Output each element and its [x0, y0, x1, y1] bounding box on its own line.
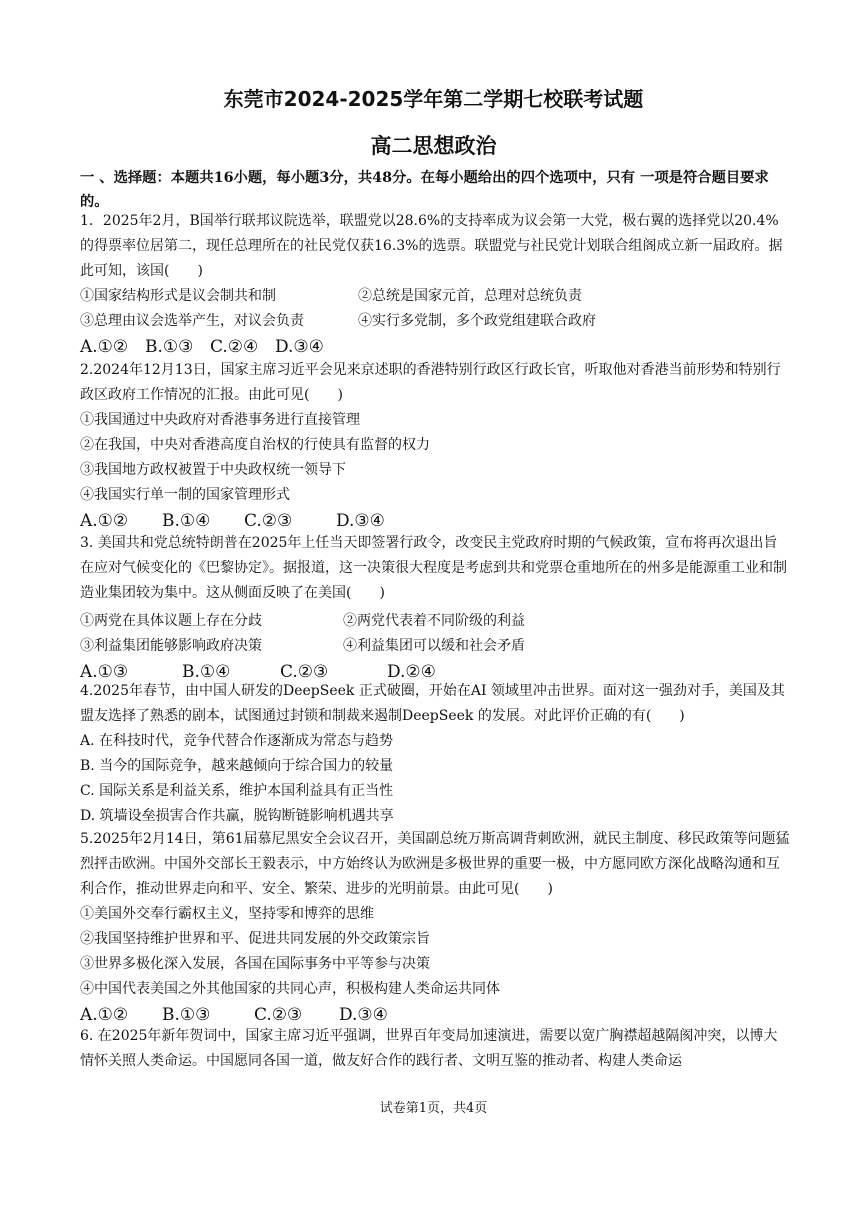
exam-subject: 高二思想政治: [370, 134, 497, 158]
question-3-options-row2: [80, 634, 790, 659]
question-3-option-3: ③利益集团能够影响政府决策: [80, 638, 262, 654]
question-5-option-3: ③世界多极化深入发展，各国在国际事务中平等参与决策: [80, 956, 430, 972]
question-2-option-1: ①我国通过中央政府对香港事务进行直接管理: [80, 412, 360, 428]
question-2-answer-b: B.①④: [162, 511, 211, 531]
question-2-answer-c: C.②③: [244, 511, 293, 531]
question-2-option-4: ④我国实行单一制的国家管理形式: [80, 487, 290, 503]
question-5-answer-d: D.③④: [339, 1005, 388, 1025]
question-5-answer-c: C.②③: [254, 1005, 303, 1025]
question-3-answer-d: D.②④: [387, 662, 436, 682]
question-3-answer-b: B.①④: [182, 662, 231, 682]
question-4-stem: 4.2025年春节，由中国人研发的DeepSeek 正式破圈，开始在AI 领域里冲击世界。面对这一强劲对手，美国及其盟友选择了熟悉的剧本，试图通过封锁和制裁来遏制DeepSeek 的发展。对此评价正确的有( ): [80, 683, 785, 724]
question-4-option-c: C. 国际关系是利益关系，维护本国利益具有正当性: [80, 783, 394, 799]
question-3-option-2: ②两党代表着不同阶级的利益: [343, 613, 525, 629]
question-1-answer-b: B.①③: [145, 337, 194, 357]
question-5: [80, 827, 790, 1028]
question-4-option-b: B. 当今的国际竞争，越来越倾向于综合国力的较量: [80, 758, 394, 774]
question-6: [80, 1024, 790, 1074]
question-5-stem: 5.2025年2月14日，第61届慕尼黑安全会议召开，美国副总统万斯高调背刺欧洲，就民主制度、移民政策等问题猛烈抨击欧洲。中国外交部长王毅表示，中方始终认为欧洲是多极世界的重要一极，中方愿同欧方深化战略沟通和互利合作，推动世界走向和平、安全、繁荣、进步的光明前景。由此可见( ): [80, 831, 790, 897]
section-heading: 一 、选择题：本题共16小题，每小题3分，共48分。在每小题给出的四个选项中，只有 一项是符合题目要求的。: [80, 170, 769, 210]
question-1-option-2: ②总统是国家元首，总理对总统负责: [358, 288, 582, 304]
question-5-option-1: ①美国外交奉行霸权主义，坚持零和博弈的思维: [80, 906, 374, 922]
question-2-option-3: ③我国地方政权被置于中央政权统一领导下: [80, 462, 346, 478]
question-2-answer-a: A.①②: [80, 511, 129, 531]
question-3-option-1: ①两党在具体议题上存在分歧: [80, 613, 262, 629]
question-6-stem: 6. 在2025年新年贺词中，国家主席习近平强调，世界百年变局加速演进，需要以宽广胸襟超越隔阂冲突，以博大情怀关照人类命运。中国愿同各国一道，做友好合作的践行者、文明互鉴的推动者、构建人类命运: [80, 1028, 778, 1069]
question-5-option-2: ②我国坚持维护世界和平、促进共同发展的外交政策宗旨: [80, 931, 430, 947]
question-2-option-2: ②在我国，中央对香港高度自治权的行使具有监督的权力: [80, 437, 430, 453]
question-5-answer-a: A.①②: [80, 1005, 129, 1025]
question-1-stem: 1．2025年2月，B国举行联邦议院选举，联盟党以28.6%的支持率成为议会第一大党，极右翼的选择党以20.4%的得票率位居第二，现任总理所在的社民党仅获16.3%的选票。联盟党与社民党计划联合组阁成立新一届政府。据此可知，该国( ): [80, 213, 783, 279]
question-3: [80, 531, 790, 685]
question-2-answer-d: D.③④: [336, 511, 385, 531]
question-1-option-3: ③总理由议会选举产生，对议会负责: [80, 313, 304, 329]
question-3-options-row1: [80, 609, 790, 634]
question-2: [80, 358, 790, 534]
question-1-answer-d: D.③④: [275, 337, 324, 357]
question-3-option-4: ④利益集团可以缓和社会矛盾: [343, 638, 525, 654]
question-1-answer-c: C.②④: [210, 337, 259, 357]
question-1: [80, 209, 790, 360]
exam-title: 东莞市2024-2025学年第二学期七校联考试题: [223, 87, 644, 111]
question-3-answer-c: C.②③: [280, 662, 329, 682]
question-2-stem: 2.2024年12月13日，国家主席习近平会见来京述职的香港特别行政区行政长官，听取他对香港当前形势和特别行政区政府工作情况的汇报。由此可见( ): [80, 362, 781, 403]
question-1-answer-a: A.①②: [80, 337, 129, 357]
question-1-options-row1: [80, 284, 790, 309]
question-1-option-4: ④实行多党制，多个政党组建联合政府: [358, 313, 596, 329]
question-1-options-row2: [80, 309, 790, 334]
question-4-option-a: A. 在科技时代，竞争代替合作逐渐成为常态与趋势: [80, 733, 394, 749]
question-3-answer-a: A.①③: [80, 662, 129, 682]
question-5-answer-b: B.①③: [162, 1005, 211, 1025]
question-1-option-1: ①国家结构形式是议会制共和制: [80, 288, 276, 304]
page-footer: 试卷第1页，共4页: [379, 1101, 488, 1116]
question-4: [80, 679, 790, 829]
question-1-answers: [80, 334, 790, 360]
question-3-stem: 3. 美国共和党总统特朗普在2025年上任当天即签署行政令，改变民主党政府时期的气候政策，宣布将再次退出旨在应对气候变化的《巴黎协定》。据报道，这一决策很大程度是考虑到共和党票仓重地所在的州多是能源重工业和制造业集团较为集中。这从侧面反映了在美国( ): [80, 535, 787, 601]
question-5-option-4: ④中国代表美国之外其他国家的共同心声，积极构建人类命运共同体: [80, 981, 500, 997]
question-4-option-d: D. 筑墙设垒损害合作共赢，脱钩断链影响机遇共享: [80, 808, 394, 824]
